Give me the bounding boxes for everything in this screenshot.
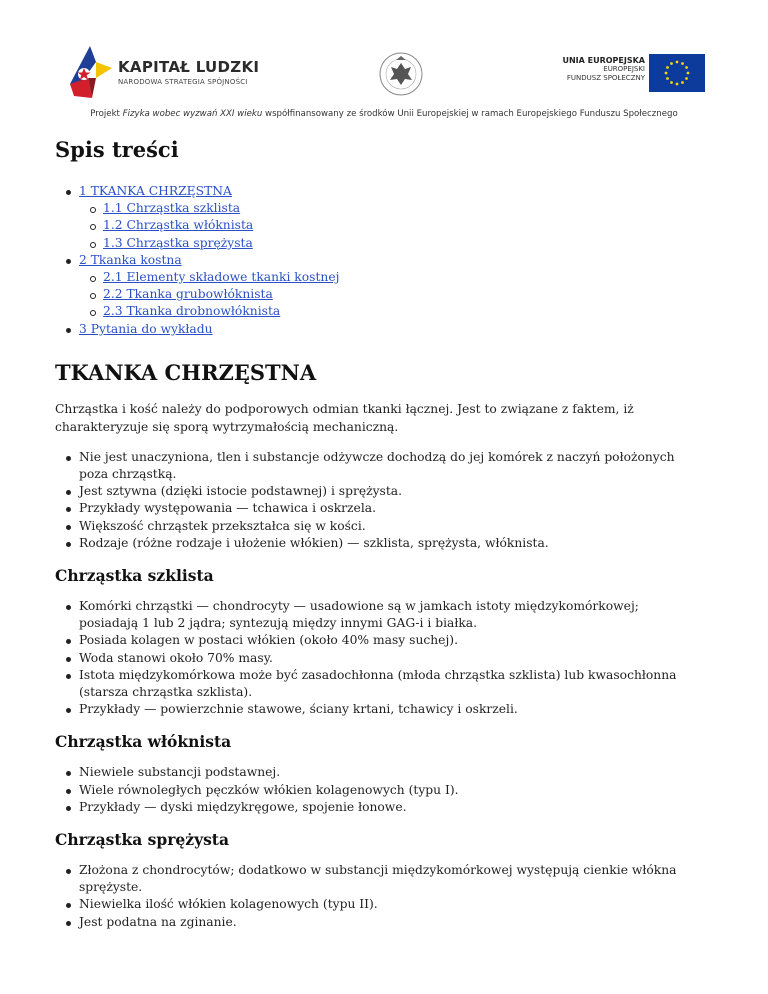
section1-bullet-list — [55, 449, 715, 552]
list-item: Niewiele substancji podstawnej. — [79, 764, 699, 781]
toc-link-3[interactable]: 3 Pytania do wykładu — [79, 321, 213, 336]
eu-star-icon — [676, 61, 679, 64]
list-item: Rodzaje (różne rodzaje i ułożenie włókien) — szklista, sprężysta, włóknista. — [79, 535, 699, 552]
list-item: Jest sztywna (dzięki istocie podstawnej) i sprężysta. — [79, 483, 699, 500]
toc-item — [79, 183, 715, 252]
kapital-ludzki-subtitle: NARODOWA STRATEGIA SPÓJNOŚCI — [118, 78, 248, 86]
toc-item — [103, 235, 715, 252]
kapital-ludzki-title: KAPITAŁ LUDZKI — [118, 58, 260, 76]
toc-item — [103, 217, 715, 234]
section-intro-paragraph: Chrząstka i kość należy do podporowych odmian tkanki łącznej. Jest to związane z faktem, iż charakteryzuje się sporą wytrzymałością mechaniczną. — [55, 401, 634, 434]
list-item: Przykłady występowania — tchawica i oskrzela. — [79, 500, 699, 517]
eu-star-icon — [685, 77, 688, 80]
subheading-chrzastka-szklista: Chrząstka szklista — [55, 566, 214, 586]
list-item: Wiele równoległych pęczków włókien kolagenowych (typu I). — [79, 782, 699, 799]
subheading-chrzastka-wloknista: Chrząstka włóknista — [55, 732, 232, 752]
eu-star-icon — [681, 62, 684, 65]
eu-logo — [545, 54, 705, 94]
main-content — [55, 134, 715, 931]
sub1-bullet-list — [55, 598, 715, 718]
list-item: Nie jest unaczyniona, tlen i substancje odżywcze dochodzą do jej komórek z naczyń położonych poza chrząstką. — [79, 449, 699, 483]
eu-star-icon — [666, 66, 669, 69]
eu-star-icon — [666, 77, 669, 80]
list-item: Woda stanowi około 70% masy. — [79, 650, 699, 667]
toc-item — [103, 286, 715, 303]
list-item: Przykłady — dyski międzykręgowe, spojenie łonowe. — [79, 799, 699, 816]
list-item: Większość chrząstek przekształca się w kości. — [79, 518, 699, 535]
toc-link-1[interactable]: 1 TKANKA CHRZĘSTNA — [79, 184, 232, 198]
project-suffix: współfinansowany ze środków Unii Europejskiej w ramach Europejskiego Funduszu Społecznego — [262, 109, 678, 119]
eu-flag-icon — [649, 54, 705, 92]
eu-star-icon — [665, 72, 668, 75]
toc-link-2-1[interactable]: 2.1 Elementy składowe tkanki kostnej — [103, 270, 340, 285]
project-prefix: Projekt — [90, 109, 123, 119]
university-seal-icon — [377, 44, 425, 104]
eu-star-icon — [687, 72, 690, 75]
eu-subtitle-1: EUROPEJSKI — [603, 65, 645, 73]
eu-title: UNIA EUROPEJSKA — [562, 56, 645, 65]
toc-sublist — [79, 200, 715, 252]
table-of-contents — [55, 183, 715, 338]
kapital-ludzki-text — [118, 58, 259, 86]
header-banner — [0, 0, 768, 130]
list-item: Niewielka ilość włókien kolagenowych (typu II). — [79, 896, 699, 913]
kapital-ludzki-logo — [66, 44, 266, 100]
toc-link-1-1[interactable]: 1.1 Chrząstka szklista — [103, 201, 241, 216]
eu-star-icon — [670, 62, 673, 65]
subheading-chrzastka-sprezysta: Chrząstka sprężysta — [55, 830, 230, 850]
toc-item — [103, 269, 715, 286]
project-name: Fizyka wobec wyzwań XXI wieku — [122, 109, 263, 119]
eu-subtitle-2: FUNDUSZ SPOŁECZNY — [566, 74, 645, 82]
sub3-bullet-list — [55, 862, 715, 931]
eu-star-icon — [685, 66, 688, 69]
toc-link-1-2[interactable]: 1.2 Chrząstka włóknista — [103, 218, 254, 233]
kapital-ludzki-emblem-icon — [66, 44, 116, 100]
project-funding-line — [0, 109, 768, 119]
section-heading-tkanka-chrzestna: TKANKA CHRZĘSTNA — [55, 359, 317, 385]
toc-item — [103, 303, 715, 320]
eu-text — [562, 56, 645, 83]
toc-link-2[interactable]: 2 Tkanka kostna — [79, 252, 182, 267]
sub2-bullet-list — [55, 764, 715, 816]
toc-item — [79, 252, 715, 321]
list-item: Posiada kolagen w postaci włókien (około 40% masy suchej). — [79, 632, 699, 649]
toc-item — [79, 321, 715, 338]
list-item: Złożona z chondrocytów; dodatkowo w substancji międzykomórkowej występują cienkie włókna sprężyste. — [79, 862, 699, 896]
eu-star-icon — [681, 81, 684, 84]
list-item: Jest podatna na zginanie. — [79, 914, 699, 931]
toc-link-2-3[interactable]: 2.3 Tkanka drobnowłóknista — [103, 304, 281, 319]
toc-title: Spis treści — [55, 137, 179, 162]
list-item: Istota międzykomórkowa może być zasadochłonna (młoda chrząstka szklista) lub kwasochłonna (starsza chrząstka szklista). — [79, 667, 699, 701]
toc-sublist — [79, 269, 715, 321]
list-item: Komórki chrząstki — chondrocyty — usadowione są w jamkach istoty międzykomórkowej; posiadają 1 lub 2 jądra; syntezują między innymi GAG-i i białka. — [79, 598, 699, 632]
eu-star-icon — [670, 81, 673, 84]
toc-link-2-2[interactable]: 2.2 Tkanka grubowłóknista — [103, 287, 273, 302]
toc-link-1-3[interactable]: 1.3 Chrząstka sprężysta — [103, 235, 253, 250]
list-item: Przykłady — powierzchnie stawowe, ściany krtani, tchawicy i oskrzeli. — [79, 701, 699, 718]
toc-item — [103, 200, 715, 217]
eu-star-icon — [676, 83, 679, 86]
